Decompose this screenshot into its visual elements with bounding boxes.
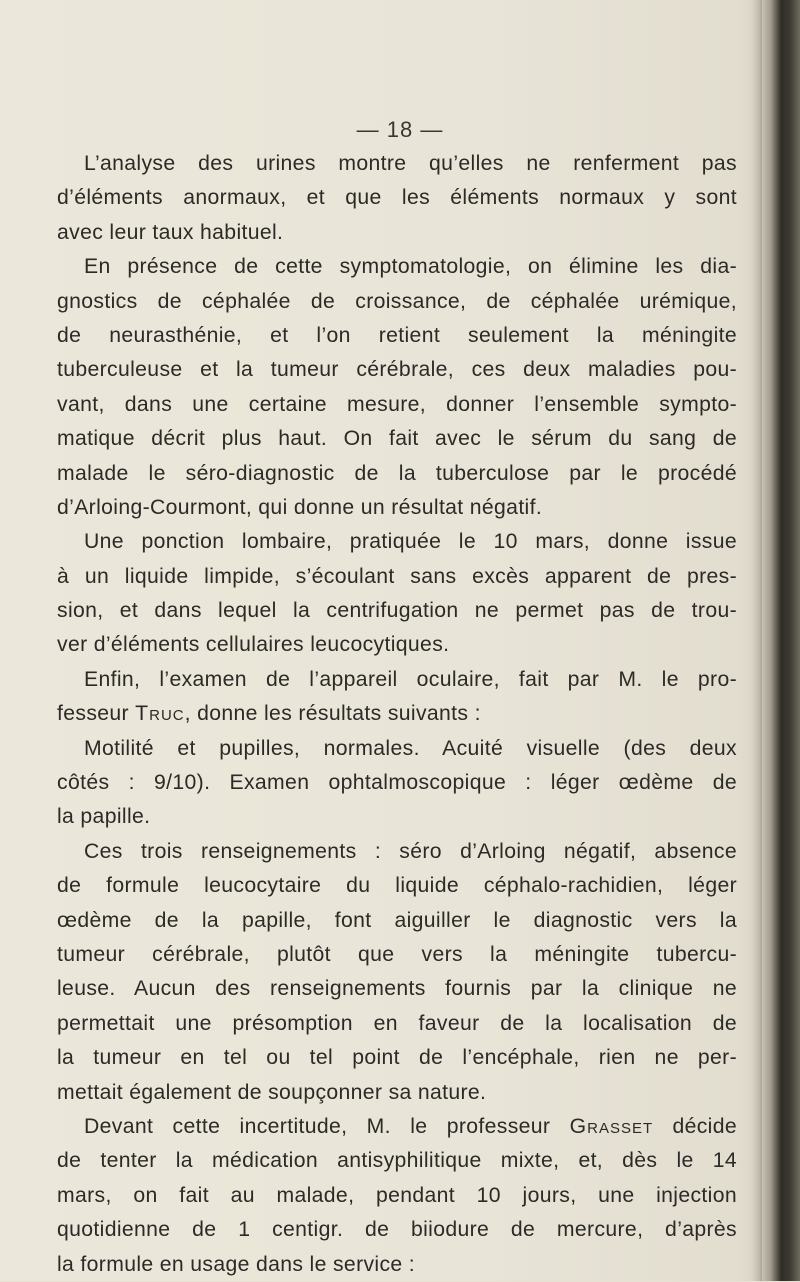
text-line: la tumeur en tel ou tel point de l’encéphale, rien ne per-	[57, 1046, 737, 1070]
text-line: à un liquide limpide, s’écoulant sans excès apparent de pres-	[57, 564, 737, 588]
text-line: d’éléments anormaux, et que les éléments normaux y sont	[57, 186, 737, 210]
text-line: de tenter la médication antisyphilitique mixte, et, dès le 14	[57, 1149, 737, 1173]
text-line: la formule en usage dans le service :	[57, 1252, 416, 1276]
text-line: L’analyse des urines montre qu’elles ne renferment pas	[84, 152, 737, 175]
body-text	[57, 147, 737, 1282]
person-name: Truc	[135, 702, 185, 726]
text-line: mars, on fait au malade, pendant 10 jours, une injection	[57, 1183, 737, 1207]
text-line: vant, dans une certaine mesure, donner l’ensemble sympto-	[57, 392, 737, 416]
text-line: Motilité et pupilles, normales. Acuité visuelle (des deux	[84, 736, 737, 760]
text-line: En présence de cette symptomatologie, on élimine les dia-	[84, 255, 737, 279]
text-line: côtés : 9/10). Examen ophtalmoscopique : léger œdème de	[57, 771, 737, 795]
text-line: la papille.	[57, 805, 151, 829]
text-line: malade le séro-diagnostic de la tuberculose par le procédé	[57, 461, 737, 485]
text-line: gnostics de céphalée de croissance, de céphalée urémique,	[57, 289, 737, 313]
text-line: Ces trois renseignements : séro d’Arloing négatif, absence	[84, 839, 737, 863]
text-line: quotidienne de 1 centigr. de biiodure de mercure, d’après	[57, 1218, 737, 1242]
text-line: fesseur Truc, donne les résultats suivants :	[57, 702, 481, 726]
text-line: permettait une présomption en faveur de la localisation de	[57, 1011, 737, 1035]
person-name: Grasset	[569, 1114, 654, 1138]
text-line: d’Arloing-Courmont, qui donne un résultat négatif.	[57, 495, 543, 519]
text-line: de formule leucocytaire du liquide céphalo-rachidien, léger	[57, 874, 737, 898]
text-line: leuse. Aucun des renseignements fournis par la clinique ne	[57, 977, 737, 1001]
page-number: — 18 —	[356, 117, 444, 142]
text-line: ver d’éléments cellulaires leucocytiques.	[57, 633, 450, 657]
binding-edge	[758, 0, 800, 1281]
text-line: Enfin, l’examen de l’appareil oculaire, fait par M. le pro-	[84, 667, 737, 691]
text-line: Une ponction lombaire, pratiquée le 10 mars, donne issue	[84, 530, 737, 554]
text-line: de neurasthénie, et l’on retient seulement la méningite	[57, 323, 737, 347]
text-line: sion, et dans lequel la centrifugation ne permet pas de trou-	[57, 599, 737, 623]
text-line: tumeur cérébrale, plutôt que vers la méningite tubercu-	[57, 942, 737, 966]
text-line: œdème de la papille, font aiguiller le diagnostic vers la	[57, 908, 737, 932]
text-line: mettait également de soupçonner sa nature.	[57, 1080, 487, 1104]
text-line: Devant cette incertitude, M. le professeur Grasset décide	[84, 1114, 737, 1138]
text-line: tuberculeuse et la tumeur cérébrale, ces deux maladies pou-	[57, 358, 737, 382]
text-line: matique décrit plus haut. On fait avec le sérum du sang de	[57, 427, 737, 451]
text-line: avec leur taux habituel.	[57, 220, 284, 244]
